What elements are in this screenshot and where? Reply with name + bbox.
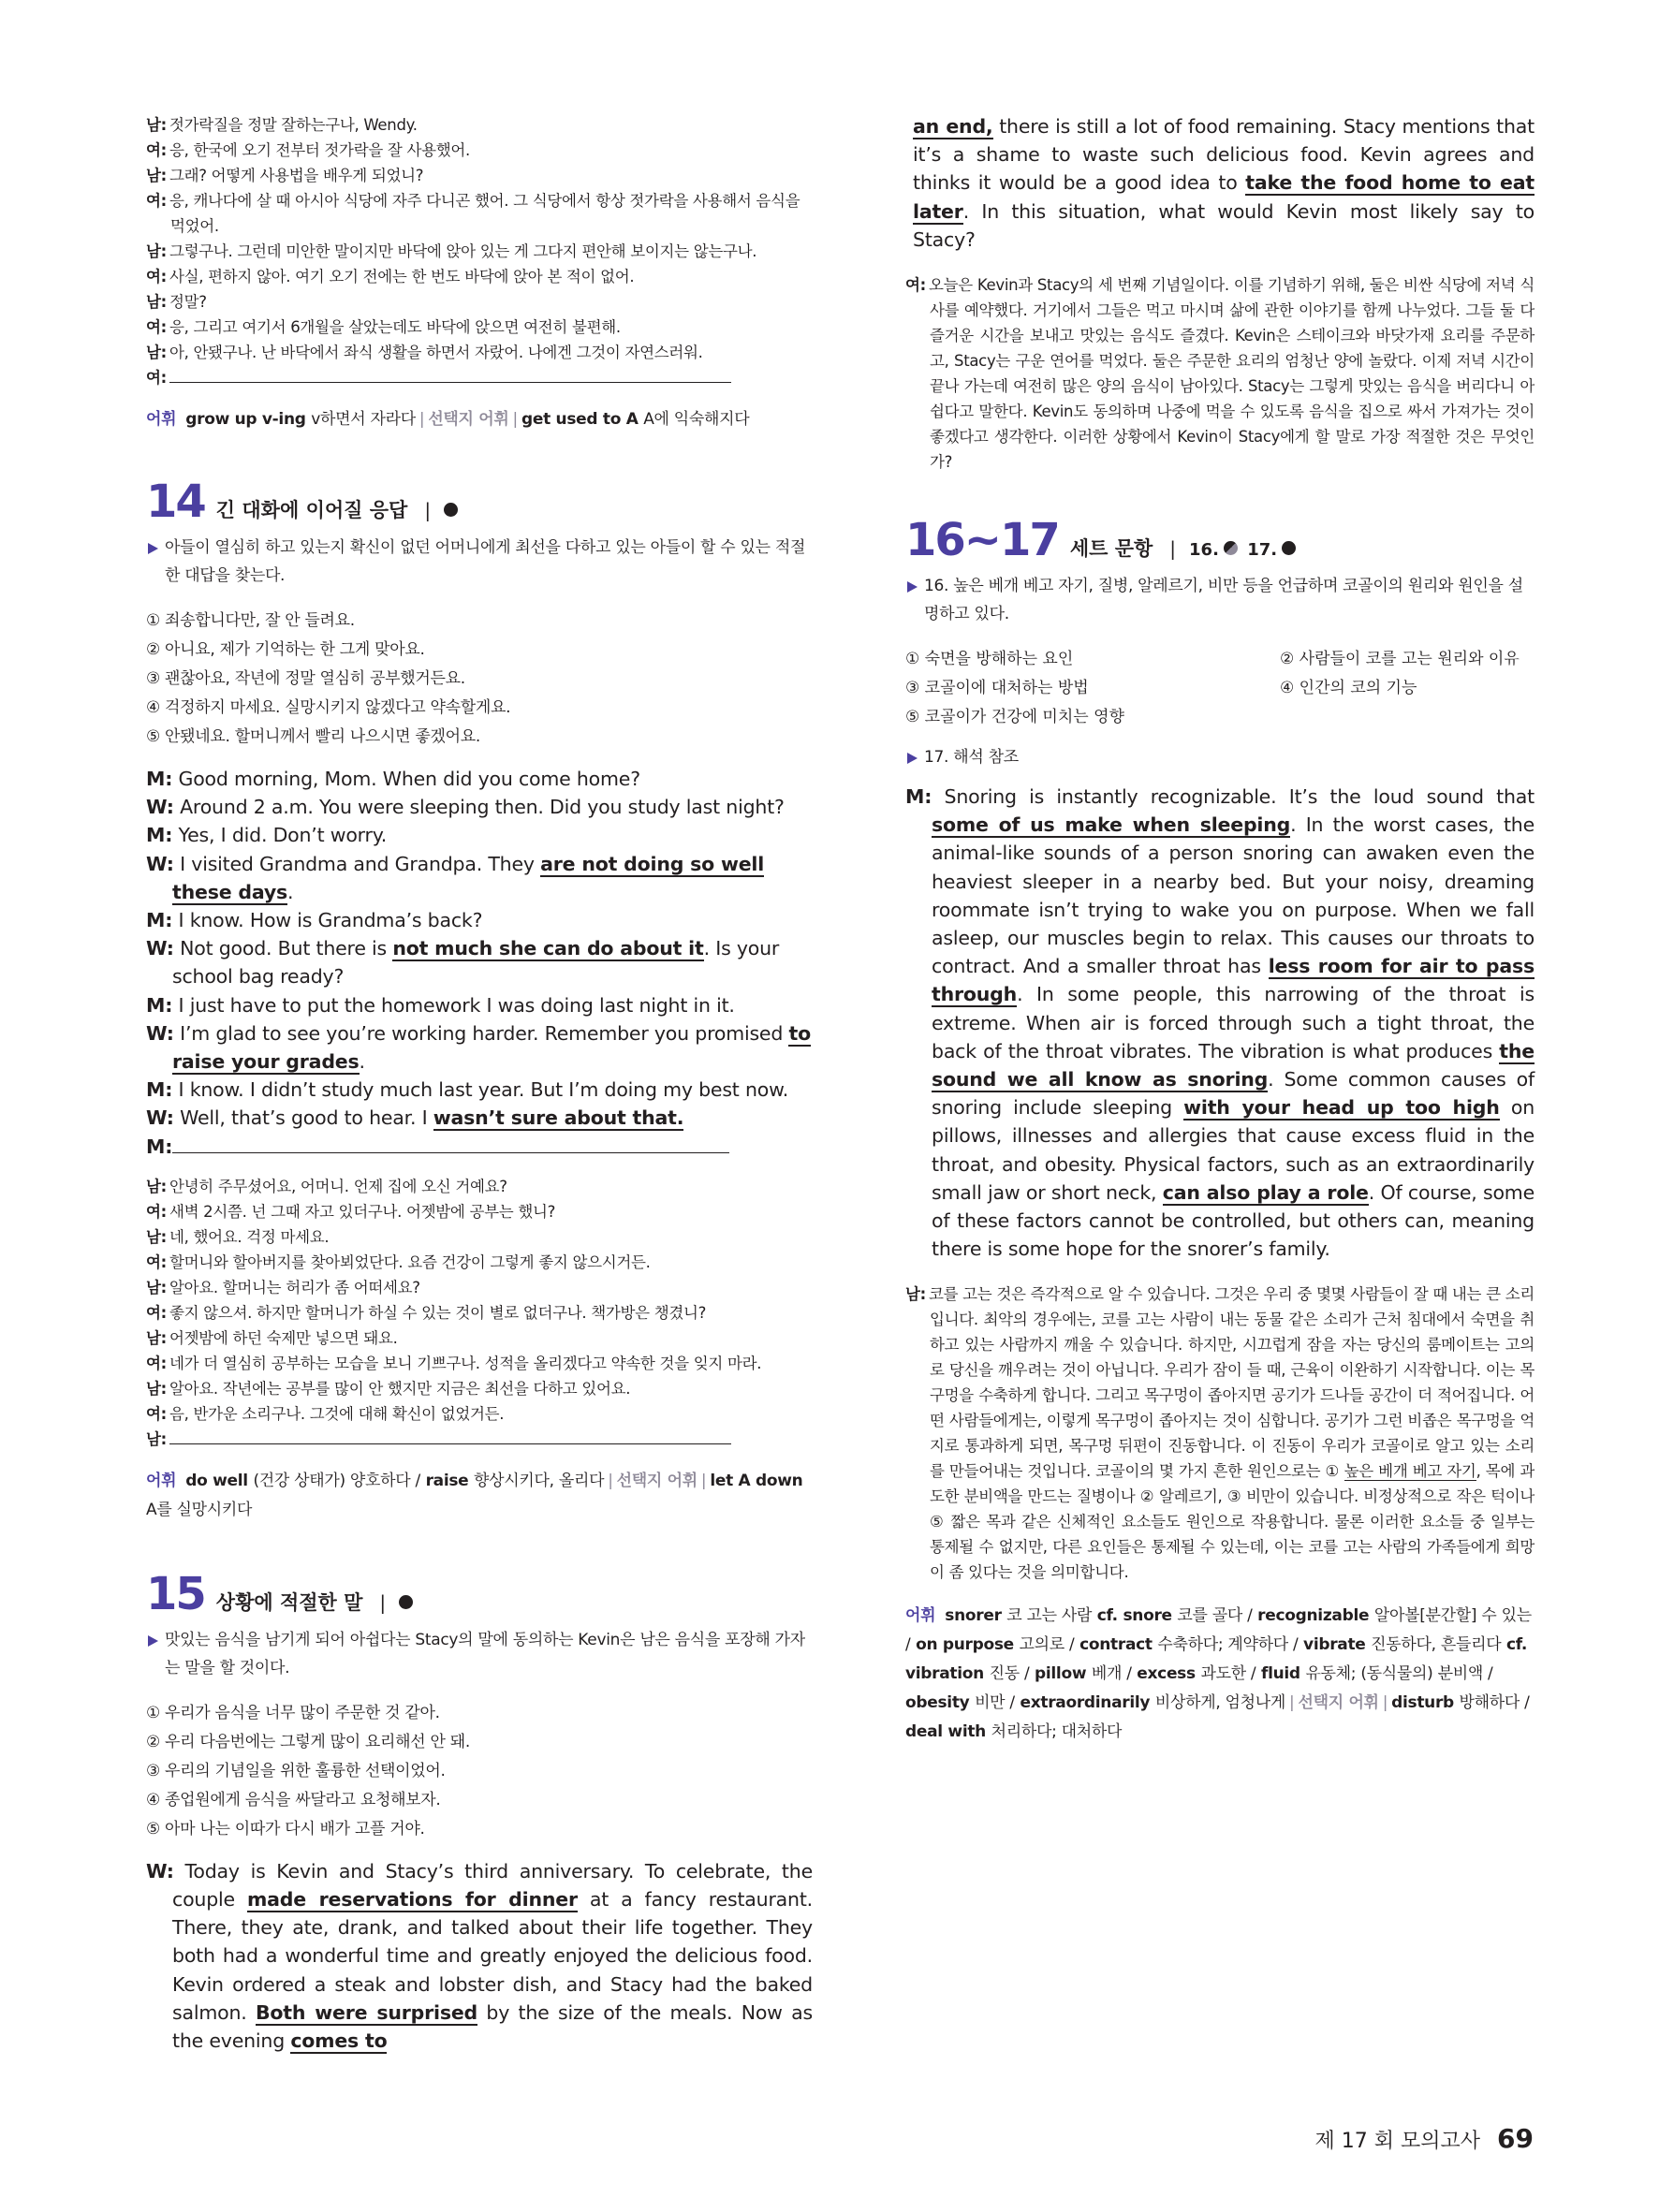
dialog-line: 남: 어젯밤에 하던 숙제만 넣으면 돼요. bbox=[146, 1328, 398, 1347]
option: ⑤ 안됐네요. 할머니께서 빨리 나으시면 좋겠어요. bbox=[146, 727, 480, 746]
option: ④ 인간의 코의 기능 bbox=[1280, 679, 1417, 698]
dialog-line: 남: 안녕히 주무셨어요, 어머니. 언제 집에 오신 거예요? bbox=[146, 1177, 507, 1195]
option: ③ 괜찮아요, 작년에 정말 열심히 공부했거든요. bbox=[146, 669, 465, 688]
script-line: M: Good morning, Mom. When did you come home? bbox=[146, 768, 640, 790]
script-line: M: I know. How is Grandma’s back? bbox=[146, 909, 483, 932]
script-line: W: Not good. But there is not much she can do about it. Is your school bag ready? bbox=[146, 937, 780, 989]
script-line: W: I’m glad to see you’re working harder. Remember you promised to raise your grades. bbox=[146, 1021, 811, 1074]
dialog-line: 여: 응, 한국에 오기 전부터 젓가락을 잘 사용했어. bbox=[146, 141, 470, 159]
section-15-script: W: Today is Kevin and Stacy’s third anniversary. To celebrate, the couple made reservations for dinner at a fancy restaurant. There, they ate, drank, and talked about their life together. They both had a wonderful time and greatly enjoyed the delicious food. Kevin ordered a steak and lobster dish, and Stacy had the baked salmon. Both were surprised by the size of the meals. Now as the evening comes to bbox=[146, 1859, 813, 2053]
section-15-script-cont: an end, there is still a lot of food remaining. Stacy mentions that it’s a shame to waste such delicious food. Kevin agrees and thinks it would be a good idea to take the food home to eat later. In this situation, what would Kevin most likely say to Stacy? bbox=[913, 115, 1535, 251]
section-16-options bbox=[905, 645, 1534, 732]
dialog-line: 여: 네가 더 열심히 공부하는 모습을 보니 기쁘구나. 성적을 올리겠다고 약속한 것을 잊지 마라. bbox=[146, 1354, 762, 1372]
section-16-vocab: 어휘 snorer 코 고는 사람 cf. snore 코를 골다 / recognizable 알아볼[분간할] 수 있는 / on purpose 고의로 / contract 수축하다; 계약하다 / vibrate 진동하다, 흔들리다 cf. vibration 진동 / pillow 베개 / excess 과도한 / fluid 유동체; (동식물의) 분비액 / obesity 비만 / extraordinarily 비상하게, 엄청나게 | 선택지 어휘 | disturb 방해하다 / deal with 처리하다; 대처하다 bbox=[905, 1606, 1532, 1742]
option: ① 숙면을 방해하는 요인 bbox=[905, 650, 1074, 669]
script-line: M: Yes, I did. Don’t worry. bbox=[146, 824, 388, 847]
difficulty-dot-icon bbox=[444, 503, 458, 517]
page-number: 69 bbox=[1497, 2123, 1534, 2154]
dialog-line: 남: 네, 했어요. 걱정 마세요. bbox=[146, 1227, 330, 1246]
option: ① 우리가 음식을 너무 많이 주문한 것 같아. bbox=[146, 1703, 440, 1722]
section-14-header: 14 긴 대화에 이어질 응답 | bbox=[146, 476, 813, 528]
answer-blank bbox=[169, 369, 731, 383]
option: ⑤ 아마 나는 이따가 다시 배가 고플 거야. bbox=[146, 1819, 425, 1838]
option: ④ 걱정하지 마세요. 실망시키지 않겠다고 약속할게요. bbox=[146, 698, 511, 717]
dialog-line-blank: 남: bbox=[146, 1427, 813, 1452]
dialog-line: 여: 응, 캐나다에 살 때 아시아 식당에 자주 다니곤 했어. 그 식당에서 항상 젓가락을 사용해서 음식을 먹었어. bbox=[146, 192, 800, 235]
dialog-line: 남: 아, 안됐구나. 난 바닥에서 좌식 생활을 하면서 자랐어. 나에겐 그것이 자연스러워. bbox=[146, 344, 703, 361]
dialog-line: 남: 젓가락질을 정말 잘하는구나, Wendy. bbox=[146, 116, 418, 134]
dialog-line: 남: 알아요. 할머니는 허리가 좀 어떠세요? bbox=[146, 1278, 420, 1296]
answer-blank bbox=[172, 1139, 729, 1153]
section-14-script bbox=[146, 765, 813, 1161]
section-16-korean: 남: 코를 고는 것은 즉각적으로 알 수 있습니다. 그것은 우리 중 몇몇 사람들이 잘 때 내는 큰 소리입니다. 최악의 경우에는, 코를 고는 사람이 내는 동물 같은 소리가 근처 침대에서 숙면을 취하고 있는 사람까지 깨울 수 있습니다. 하지만, 시끄럽게 잠을 자는 당신의 룸메이트는 고의로 당신을 깨우려는 것이 아닙니다. 우리가 잠이 들 때, 근육이 이완하기 시작합니다. 이는 목구멍을 수축하게 합니다. 그리고 목구멍이 좁아지면 공기가 드나들 공간이 더 적어집니다. 어떤 사람들에게는, 이렇게 목구멍이 좁아지는 것이 심합니다. 공기가 그런 비좁은 목구멍을 억지로 통과하게 되면, 목구멍 뒤편이 진동합니다. 이 진동이 우리가 코골이로 알고 있는 소리를 만들어내는 것입니다. 코골이의 몇 가지 흔한 원인으로는 ① 높은 베개 베고 자기, 목에 과도한 분비액을 만드는 질병이나 ② 알레르기, ③ 비만이 있습니다. 비정상적으로 작은 턱이나 ⑤ 짧은 목과 같은 신체적인 요소들도 원인으로 작용합니다. 물론 이러한 요소들 중 일부는 통제될 수 없지만, 다른 요인들은 통제될 수 있는데, 이는 코를 고는 사람의 가족들에게 희망이 좀 있다는 것을 의미합니다. bbox=[905, 1285, 1535, 1582]
section-number: 16~17 bbox=[905, 514, 1059, 567]
section-16-script: M: Snoring is instantly recognizable. It’s the loud sound that some of us make when sleeping. In the worst cases, the animal-like sounds of a person snoring can awaken even the heaviest sleeper in a nearby bed. But your noisy, dreaming roommate isn’t trying to wake you on purpose. When we fall asleep, our muscles begin to relax. This causes our throats to contract. And a smaller throat has less room for air to pass through. In some people, this narrowing of the throat is extreme. When air is forced through such a tight throat, the back of the throat vibrates. The vibration is what produces the sound we all know as snoring. Some common causes of snoring include sleeping with your head up too high on pillows, illnesses and allergies that cause excess fluid in the throat, and obesity. Physical factors, such as an extraordinarily small jaw or short neck, can also play a role. Of course, some of these factors cannot be controlled, but others can, meaning there is some hope for the snorer’s family. bbox=[905, 785, 1534, 1261]
dialog-line: 여: 좋지 않으셔. 하지만 할머니가 하실 수 있는 것이 별로 없더구나. 책가방은 챙겼니? bbox=[146, 1303, 707, 1322]
dialog-line: 여: 새벽 2시쯤. 넌 그때 자고 있더구나. 어젯밤에 공부는 했니? bbox=[146, 1202, 556, 1221]
section-14-options bbox=[146, 607, 813, 752]
section-number: 15 bbox=[146, 1567, 205, 1620]
option: ② 사람들이 코를 고는 원리와 이유 bbox=[1280, 650, 1520, 669]
option: ② 아니요, 제가 기억하는 한 그게 맞아요. bbox=[146, 640, 425, 659]
dialog-line: 남: 알아요. 작년에는 공부를 많이 안 했지만 지금은 최선을 다하고 있어요. bbox=[146, 1379, 631, 1398]
exam-label: 제 17 회 모의고사 bbox=[1314, 2130, 1481, 2153]
option: ② 우리 다음번에는 그렇게 많이 요리해선 안 돼. bbox=[146, 1732, 470, 1751]
section-15-options bbox=[146, 1699, 813, 1844]
section-title: 긴 대화에 이어질 응답 bbox=[215, 499, 408, 521]
option: ③ 우리의 기념일을 위한 훌륭한 선택이었어. bbox=[146, 1761, 446, 1780]
section-title: 상황에 적절한 말 bbox=[215, 1590, 363, 1614]
script-line: W: I visited Grandma and Grandpa. They are not doing so well these days. bbox=[146, 852, 765, 903]
section-15-korean: 여: 오늘은 Kevin과 Stacy의 세 번째 기념일이다. 이를 기념하기 위해, 둘은 비싼 식당에 저녁 식사를 예약했다. 거기에서 그들은 먹고 마시며 삶에 관한 이야기를 함께 나누었다. 그들 둘 다 즐거운 시간을 보내고 맛있는 음식도 즐겼다. Kevin은 스테이크와 바닷가재 요리를 주문하고, Stacy는 구운 연어를 먹었다. 둘은 주문한 요리의 엄청난 양에 놀랐다. 이제 저녁 시간이 끝나 가는데 여전히 많은 양의 음식이 남아있다. Stacy는 그렇게 맛있는 음식을 버리다니 아쉽다고 말한다. Kevin도 동의하며 나중에 먹을 수 있도록 음식을 집으로 싸서 가져가는 것이 좋겠다고 생각한다. 이러한 상황에서 Kevin이 Stacy에게 할 말로 가장 적절한 것은 무엇인가? bbox=[905, 276, 1534, 472]
section-16-tip: 16. 높은 베개 베고 자기, 질병, 알레르기, 비만 등을 언급하며 코골이의 원리와 원인을 설명하고 있다. bbox=[905, 572, 1534, 628]
section-14-korean bbox=[146, 1174, 813, 1452]
option bbox=[1280, 703, 1534, 732]
section-14-vocab: 어휘 do well (건강 상태가) 양호하다 / raise 향상시키다, 올리다 | 선택지 어휘 | let A down A를 실망시키다 bbox=[146, 1471, 803, 1519]
q13-vocab: 어휘 grow up v-ing v하면서 자라다 | 선택지 어휘 | get used to A A에 익숙해지다 bbox=[146, 410, 750, 429]
script-line: W: Around 2 a.m. You were sleeping then. Did you study last night? bbox=[146, 796, 785, 819]
dialog-line: 남: 그렇구나. 그런데 미안한 말이지만 바닥에 앉아 있는 게 그다지 편안해 보이지는 않는구나. bbox=[146, 242, 757, 260]
section-15-tip: 맛있는 음식을 남기게 되어 아쉽다는 Stacy의 말에 동의하는 Kevin은 남은 음식을 포장해 가자는 말을 할 것이다. bbox=[146, 1626, 813, 1682]
option: ① 죄송합니다만, 잘 안 들려요. bbox=[146, 611, 355, 630]
left-column bbox=[146, 112, 813, 2055]
section-16-17-header: 16~17 세트 문항 | 16. 17. bbox=[905, 514, 1534, 566]
section-17-tip: 17. 해석 참조 bbox=[905, 743, 1534, 771]
script-line-blank: M: bbox=[146, 1133, 813, 1161]
difficulty-dot-icon bbox=[399, 1595, 413, 1609]
section-14-tip: 아들이 열심히 하고 있는지 확신이 없던 어머니에게 최선을 다하고 있는 아들이 할 수 있는 적절한 대답을 찾는다. bbox=[146, 534, 813, 590]
option: ⑤ 코골이가 건강에 미치는 영향 bbox=[905, 708, 1124, 727]
difficulty-dot-icon bbox=[1282, 541, 1296, 555]
section-title: 세트 문항 bbox=[1069, 537, 1153, 561]
dialog-line: 남: 정말? bbox=[146, 293, 207, 311]
dialog-line-blank: 여: bbox=[146, 365, 813, 390]
difficulty-dot-icon bbox=[1224, 541, 1238, 555]
q13-korean-dialog bbox=[146, 112, 813, 390]
option: ③ 코골이에 대처하는 방법 bbox=[905, 679, 1089, 698]
section-15-header: 15 상황에 적절한 말 | bbox=[146, 1568, 813, 1620]
section-number: 14 bbox=[146, 476, 205, 528]
script-line: M: I know. I didn’t study much last year. But I’m doing my best now. bbox=[146, 1078, 789, 1102]
page-footer bbox=[1315, 2123, 1534, 2154]
dialog-line: 여: 응, 그리고 여기서 6개월을 살았는데도 바닥에 앉으면 여전히 불편해. bbox=[146, 318, 621, 336]
script-line: W: Well, that’s good to hear. I wasn’t sure about that. bbox=[146, 1106, 684, 1130]
dialog-line: 여: 음, 반가운 소리구나. 그것에 대해 확신이 없었거든. bbox=[146, 1404, 505, 1423]
dialog-line: 남: 그래? 어떻게 사용법을 배우게 되었니? bbox=[146, 167, 424, 184]
script-line: M: I just have to put the homework I was doing last night in it. bbox=[146, 993, 735, 1017]
right-column bbox=[905, 112, 1534, 1747]
dialog-line: 여: 할머니와 할아버지를 찾아뵈었단다. 요즘 건강이 그렇게 좋지 않으시거든. bbox=[146, 1252, 651, 1271]
answer-blank bbox=[169, 1430, 731, 1444]
option: ④ 종업원에게 음식을 싸달라고 요청해보자. bbox=[146, 1790, 441, 1809]
dialog-line: 여: 사실, 편하지 않아. 여기 오기 전에는 한 번도 바닥에 앉아 본 적이 없어. bbox=[146, 268, 635, 286]
